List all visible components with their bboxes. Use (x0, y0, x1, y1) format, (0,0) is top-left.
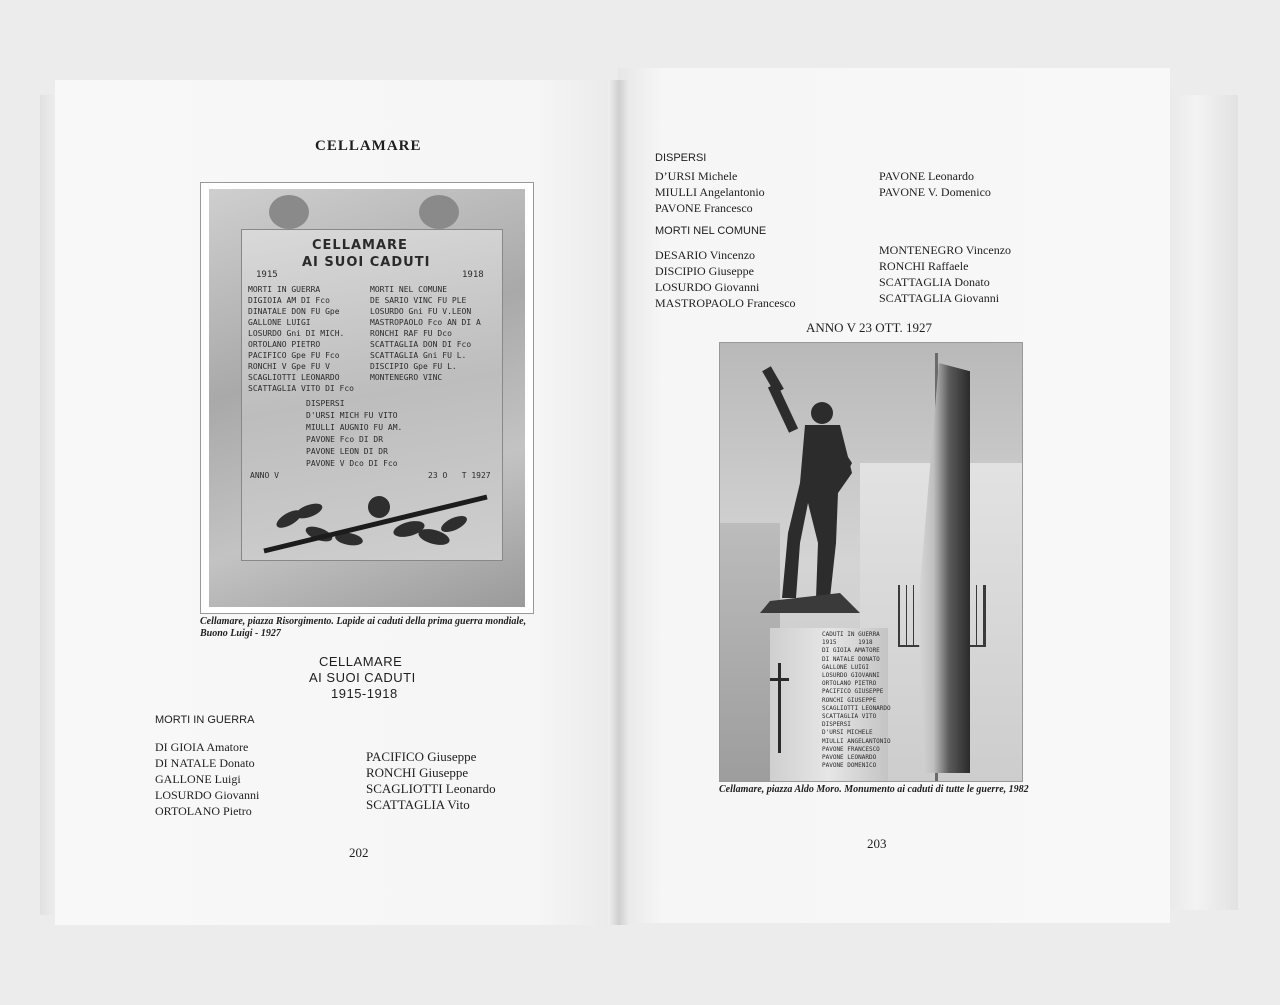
name-entry: ORTOLANO Pietro (155, 804, 252, 818)
section-morti-nel-comune: MORTI NEL COMUNE (655, 225, 767, 237)
name-entry: SCATTAGLIA Vito (366, 797, 470, 812)
memorial-title-line-3: 1915-1918 (331, 686, 398, 701)
name-entry: PAVONE Leonardo (879, 169, 974, 183)
name-entry: SCATTAGLIA Giovanni (879, 291, 1000, 305)
monument-photo (719, 342, 1023, 782)
name-entry: DISCIPIO Giuseppe (655, 264, 754, 278)
laurel-rifle-relief (259, 489, 489, 559)
plaque-left-column: MORTI IN GUERRA DIGIOIA AM DI Fco DINATALE DON FU Gpe GALLONE LUIGI LOSURDO Gni DI MICH. ORTOLANO PIETRO PACIFICO Gpe FU Fco RONCHI V Gpe FU V SCAGLIOTTI LEONARDO SCATTAGLIA VITO DI Fco (248, 285, 354, 393)
name-entry: D’URSI Michele (655, 169, 738, 183)
plaque-medallion-left (269, 195, 309, 229)
name-entry: PAVONE Francesco (655, 201, 753, 215)
book-gutter (608, 80, 630, 925)
name-entry: GALLONE Luigi (155, 772, 241, 786)
name-entry: MONTENEGRO Vincenzo (879, 243, 1012, 257)
date-line: ANNO V 23 OTT. 1927 (806, 320, 933, 335)
soldier-statue (760, 343, 870, 613)
name-entry: DI NATALE Donato (155, 756, 255, 770)
page-heading: CELLAMARE (315, 138, 422, 154)
plaque-footer-left: ANNO V (250, 471, 279, 480)
name-entry: PAVONE V. Domenico (879, 185, 991, 199)
plaque-photo-caption: Cellamare, piazza Risorgimento. Lapide ai caduti della prima guerra mondiale, Buono Luigi - 1927 (200, 616, 527, 639)
memorial-title-line-1: CELLAMARE (319, 654, 403, 669)
plaque-year-right: 1918 (462, 270, 484, 280)
name-entry: DESARIO Vincenzo (655, 248, 756, 262)
plaque-medallion-right (419, 195, 459, 229)
name-entry: DI GIOIA Amatore (155, 740, 249, 754)
plaque-footer-right: 23 O T 1927 (428, 471, 491, 480)
right-page-edges (1168, 95, 1238, 910)
left-name-list-1 (155, 739, 259, 819)
name-entry: RONCHI Giuseppe (366, 765, 469, 780)
memorial-title-line-2: AI SUOI CADUTI (309, 670, 416, 685)
cross-vertical (778, 663, 781, 753)
dispersi-list-2 (879, 168, 991, 200)
monument-photo-caption: Cellamare, piazza Aldo Moro. Monumento ai caduti di tutte le guerre, 1982 (719, 784, 1029, 795)
plaque-stone (209, 189, 525, 607)
page-number-right: 203 (867, 836, 887, 851)
name-entry: PACIFICO Giuseppe (366, 749, 477, 764)
comune-list-2 (879, 242, 1011, 306)
monument-inscription: CADUTI IN GUERRA 1915 1918 DI GIOIA AMATORE DI NATALE DONATO GALLONE LUIGI LOSURDO GIOVANNI ORTOLANO PIETRO PACIFICO GIUSEPPE RONCHI GIUSEPPE SCAGLIOTTI LEONARDO SCATTAGLIA VITO DISPERSI D'URSI MICHELE MIULLI ANGELANTONIO PAVONE FRANCESCO PAVONE LEONARDO PAVONE DOMENICO (822, 631, 891, 770)
page-number-left: 202 (349, 845, 369, 860)
cross-horizontal (770, 678, 789, 681)
dispersi-list-1 (655, 168, 765, 216)
name-entry: RONCHI Raffaele (879, 259, 969, 273)
name-entry: MIULLI Angelantonio (655, 185, 765, 199)
plaque-dispersi: DISPERSI D'URSI MICH FU VITO MIULLI AUGNIO FU AM. PAVONE Fco DI DR PAVONE LEON DI DR PAVONE V Dco DI Fco (306, 399, 403, 468)
section-morti-in-guerra: MORTI IN GUERRA (155, 714, 255, 726)
name-entry: LOSURDO Giovanni (655, 280, 760, 294)
left-name-list-2 (366, 749, 496, 813)
plaque-year-left: 1915 (256, 270, 278, 280)
plaque-title-1: CELLAMARE (312, 238, 408, 253)
name-entry: SCATTAGLIA Donato (879, 275, 990, 289)
name-entry: MASTROPAOLO Francesco (655, 296, 796, 310)
plaque-right-column: MORTI NEL COMUNE DE SARIO VINC FU PLE LOSURDO Gni FU V.LEON MASTROPAOLO Fco AN DI A RONCHI RAF FU Dco SCATTAGLIA DON DI Fco SCATTAGLIA Gni FU L. DISCIPIO Gpe FU L. MONTENEGRO VINC (370, 285, 481, 382)
section-dispersi: DISPERSI (655, 152, 707, 164)
plaque-photo (200, 182, 534, 614)
name-entry: SCAGLIOTTI Leonardo (366, 781, 496, 796)
comune-list-1 (655, 247, 796, 311)
plaque-title-2: AI SUOI CADUTI (302, 255, 431, 270)
name-entry: LOSURDO Giovanni (155, 788, 260, 802)
